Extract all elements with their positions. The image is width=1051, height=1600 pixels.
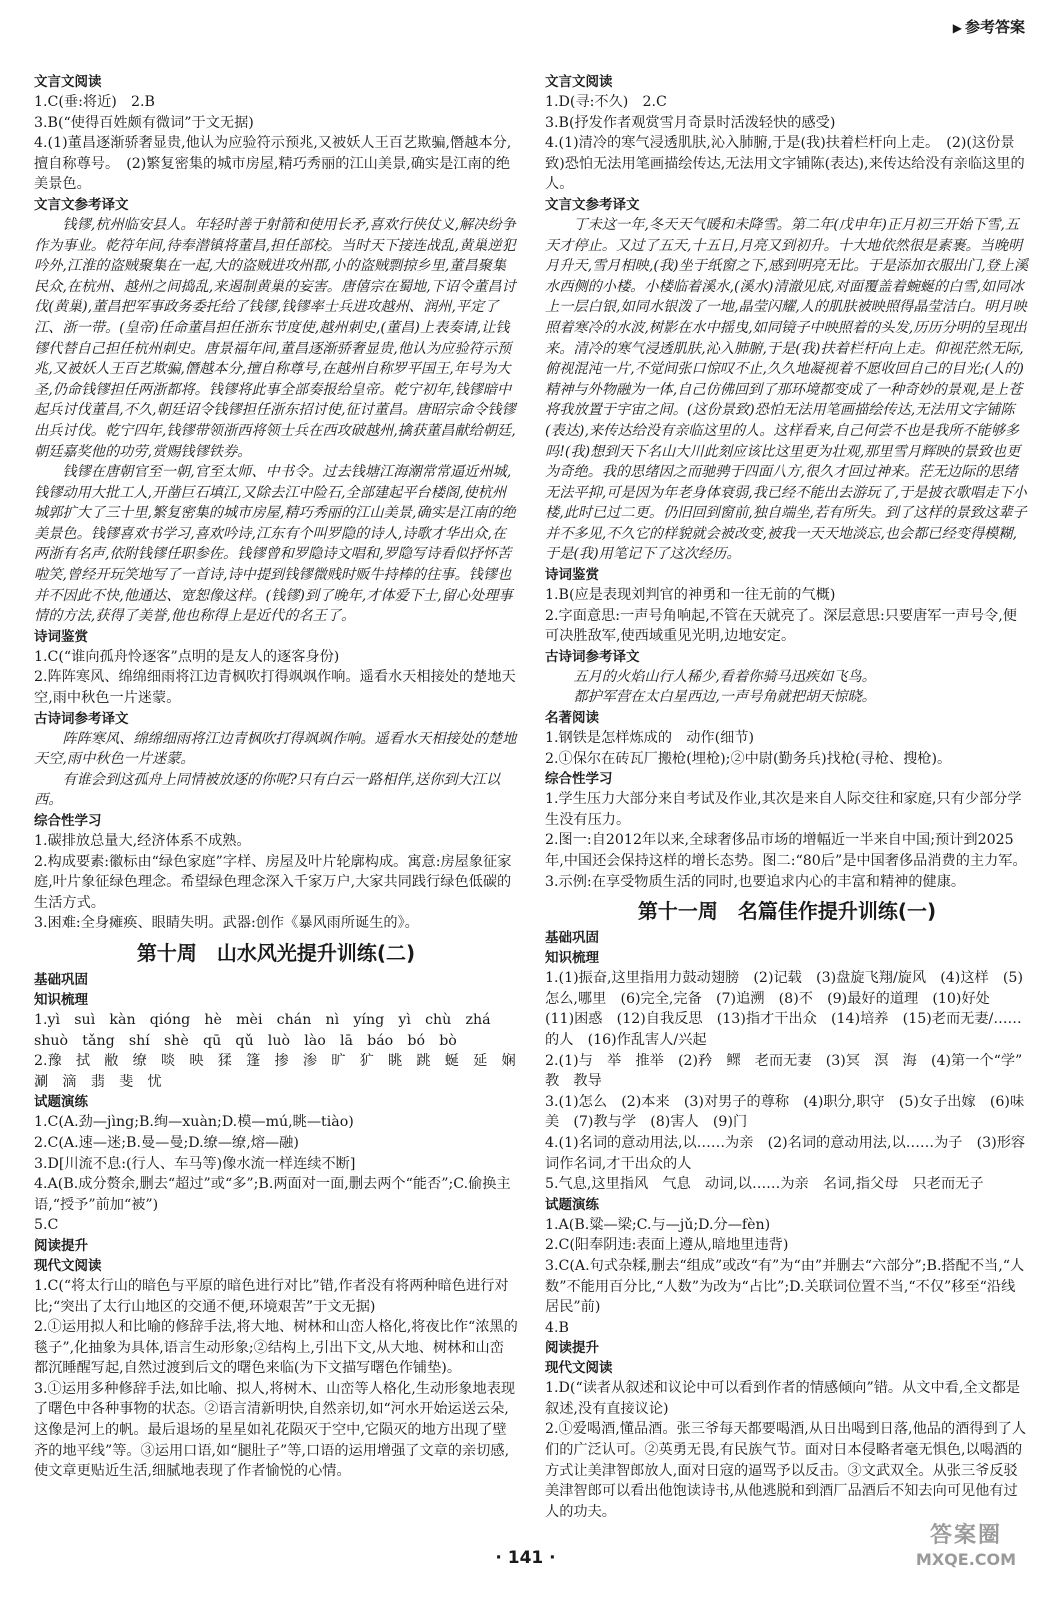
section-heading: 文言文阅读 (34, 74, 102, 90)
section-heading: 阅读提升 (34, 1237, 88, 1254)
answer-item: 4.(1)清冷的寒气浸透肌肤,沁入肺腑,于是(我)扶着栏杆向上走。 (2)(这份景致)恐怕无法用笔画描绘传达,无法用文字铺陈(表达),来传达给没有亲临这里的人。 (545, 135, 1025, 193)
header-label: 参考答案 (964, 18, 1025, 36)
week-title: 第十一周 名篇佳作提升训练(一) (637, 899, 937, 924)
section-heading: 诗词鉴赏 (545, 567, 599, 584)
section-heading: 古诗词参考译文 (34, 710, 129, 727)
watermark-text: 答案圈 (929, 1523, 1002, 1548)
answer-item: 3.(1)怎么 (2)本来 (3)对男子的尊称 (4)职分,职守 (5)女子出嫁 (6)味美 (7)教与学 (8)害人 (9)门 (545, 1093, 1025, 1131)
section-heading: 现代文阅读 (545, 1360, 613, 1377)
answer-item: 2.①爱喝酒,懂品酒。张三爷每天都要喝酒,从日出喝到日落,他品的酒得到了人们的广泛认可。②英勇无畏,有民族气节。面对日本侵略者毫无惧色,以喝酒的方式让美津智郎放人,面对日寇的逼骂予以反击。③文武双全。从张三爷反驳美津智郎可以看出他饱读诗书,从他逃脱和到酒厂品酒后不知去向可见他有过人的功夫。 (545, 1421, 1027, 1520)
section-heading: 知识梳理 (34, 991, 88, 1008)
section-heading: 知识梳理 (545, 950, 599, 967)
answer-item: 2.字面意思:一声号角响起,不管在天就亮了。深层意思:只要唐军一声号令,便可决胜敌军,使西域重见光明,边地安定。 (545, 607, 1017, 645)
translation-paragraph: 阵阵寒风、绵绵细雨将江边青枫吹打得飒飒作响。遥看水天相接处的楚地天空,雨中秋色一片迷蒙。 (34, 730, 517, 768)
section-heading: 文言文阅读 (545, 74, 613, 90)
translation-paragraph: 钱镠,杭州临安县人。年轻时善于射箭和使用长矛,喜欢行侠仗义,解决纷争作为事业。乾符年间,待奉潜镇将董昌,担任部校。当时天下接连战乱,黄巢逆犯吟外,江淮的盗贼聚集在一起,大的盗贼进攻州郡,小的盗贼剽掠乡里,董昌聚集民众,在杭州、越州之间捣乱,来遏制黄巢的妄害。唐僖宗在蜀地,下诏令董昌讨伐(黄巢),董昌把军事政务委托给了钱镠,钱镠率士兵进攻越州、润州,平定了江、浙一带。(皇帝)任命董昌担任浙东节度使,越州刺史,(董昌)上表奏请,让钱镠代替自己担任杭州刺史。唐景福年间,董昌逐渐骄奢显贵,他认为应验符示预兆,又被妖人王百艺欺骗,僭越本分,擅自称尊号,在越州自称罗平国王,年号为大圣,仍命钱镠担任两浙都将。钱镠将此事全部奏报给皇帝。乾宁初年,钱镠暗中起兵讨伐董昌,不久,朝廷诏令钱镠担任浙东招讨使,征讨董昌。唐昭宗命令钱镠出兵讨伐。乾宁四年,钱镠带领浙西将领士兵在西攻破越州,擒获董昌献给朝廷,朝廷嘉奖他的功劳,赏赐钱镠铁券。 (34, 216, 516, 460)
translation-paragraph: 钱镠在唐朝官至一朝,官至太师、中书令。过去钱塘江海潮常常逼近州城,钱镠动用大批工人,开凿巨石填江,又除去江中险石,全部建起平台楼阁,使杭州城郭扩大了三十里,繁复密集的城市房屋,精巧秀丽的江山美景,确实是江南的绝美景色。钱镠喜欢书学习,喜欢吟诗,江东有个叫罗隐的诗人,诗歌才华出众,在两浙有名声,依附钱镠任职参佐。钱镠曾和罗隐诗文唱和,罗隐写诗看似抒怀苦啦笑,曾经开玩笑地写了一首诗,诗中提到钱镠微贱时贩牛持棒的往事。钱镠也并不因此不快,他通达、宽恕像这样。(钱镠)到了晚年,才体爱下士,留心处理事情的方法,获得了美誉,他也称得上是近代的名王了。 (34, 464, 516, 625)
section-heading: 诗词鉴赏 (34, 628, 88, 645)
answer-item: 1.A(B.粱—梁;C.与—jǔ;D.分—fèn) (545, 1216, 771, 1233)
section-heading: 试题演练 (34, 1094, 88, 1111)
triangle-icon: ▶ (952, 21, 962, 35)
answer-item: 4.A(B.成分赘余,删去“超过”或“多”;B.两面对一面,删去两个“能否”;C.偷换主语,“授予”前加“被”) (34, 1176, 511, 1213)
answer-item: 4.B (545, 1319, 569, 1336)
watermark-logo (901, 1524, 1031, 1578)
answer-item: 2.构成要素:徽标由“绿色家庭”字样、房屋及叶片轮廓构成。寓意:房屋象征家庭,叶片象征绿色理念。希望绿色理念深入千家万户,大家共同践行绿色低碳的生活方式。 (34, 853, 512, 911)
answer-item: 2.C(A.速—迷;B.曼—曼;D.缭—缭,熔—融) (34, 1134, 299, 1151)
section-heading: 阅读提升 (545, 1340, 599, 1357)
section-heading: 基础巩固 (545, 930, 599, 947)
answer-item: 3.①运用多种修辞手法,如比喻、拟人,将树木、山峦等人格化,生动形象地表现了曙色中各种事物的状态。②语言清新明快,自然亲切,如“河水开始运送云朵,这像是河上的帆。最后退场的星星如礼花陨灭于空中,它陨灭的地方出现了壁齐的地平线”等。③运用口语,如“腿肚子”等,口语的运用增强了文章的亲切感,使文章更贴近生活,细腻地表现了作者愉悦的心情。 (34, 1380, 516, 1480)
left-column (34, 72, 530, 1542)
answer-item: 4.(1)董昌逐渐骄奢显贵,他认为应验符示预兆,又被妖人王百艺欺骗,僭越本分,擅自称尊号。 (2)繁复密集的城市房屋,精巧秀丽的江山美景,确实是江南的绝美景色。 (34, 135, 512, 193)
section-heading: 文言文参考译文 (34, 196, 129, 213)
answer-item: 3.B(抒发作者观赏雪月奇景时活泼轻快的感受) (545, 114, 836, 131)
translation-paragraph: 丁未这一年,冬天天气暖和未降雪。第二年(戊申年)正月初三开始下雪,五天才停止。又过了五天,十五日,月亮又到初升。十大地依然很是素裹。当晚明月升天,雪月相映,(我)坐于纸窗之下,感到明亮无比。于是添加衣服出门,登上溪水西侧的小楼。小楼临着溪水,(溪水)清澈见底,对面覆盖着蜿蜒的白雪,如同冰上一层白银,如同水银泼了一地,晶莹闪耀,人的肌肤被映照得晶莹洁白。明月映照着寒冷的水波,树影在水中摇曳,如同镜子中映照着的头发,历历分明的呈现出来。清冷的寒气浸透肌肤,沁入肺腑,于是(我)扶着栏杆向上走。仰视茫然无际,俯视混沌一片,不觉间张口惊叹不止,久久地凝视着不愿收回自己的目光;(人的)精神与外物融为一体,自己仿佛回到了那环境都变成了一种奇妙的景观,是上苍将我放置于宇宙之间。(这份景致)恐怕无法用笔画描绘传达,无法用文字铺陈(表达),来传达给没有亲临这里的人。这样看来,自己何尝不也是我所不能够多吗!(我)想到天下名山大川此刻应该比这里更为壮观,那里雪月辉映的景致也更为奇绝。我的思绪因之而驰骋于四面八方,很久才回过神来。茫无边际的思绪无法平抑,可是因为年老身体衰弱,我已经不能出去游玩了,于是披衣歌唱走下小楼,此时已过二更。仍旧回到窗前,独自端坐,若有所失。到了这样的景致这辈子并不多见,不久它的样貌就会被改变,被我一天天地淡忘,也会都已经变得模糊,于是(我)用笔记下了这次经历。 (545, 216, 1029, 563)
answer-item: 1.学生压力大部分来自考试及作业,其次是来自人际交往和家庭,只有少部分学生没有压力。 (545, 791, 1022, 828)
answer-item: 1.C(A.劲—jìng;B.绚—xuàn;D.模—mú,眺—tiào) (34, 1114, 354, 1131)
answer-item: 5.气息,这里指风 气息 动词,以……为亲 名词,指父母 只老而无子 (545, 1176, 984, 1193)
answer-item: 2.(1)与 举 推举 (2)矜 鳏 老而无妻 (3)冥 溟 海 (4)第一个“学” 教 教导 (545, 1052, 1037, 1090)
answer-item: 1.B(应是表现刘判官的神勇和一往无前的气概) (545, 587, 836, 604)
translation-paragraph: 五月的火焰山行人稀少,看着你骑马迅疾如飞鸟。 (573, 668, 876, 685)
answer-item: 2.C(阳奉阴违:表面上遵从,暗地里违背) (545, 1237, 789, 1254)
answer-item: 1.碳排放总量大,经济体系不成熟。 (34, 833, 251, 849)
right-column (545, 72, 1037, 1542)
answer-item: 2.①运用拟人和比喻的修辞手法,将大地、树林和山峦人格化,将夜比作“浓黑的毯子”,化抽象为具体,语言生动形象;②结构上,引出下文,从大地、树林和山峦都沉睡醒写起,自然过渡到后文的曙色来临(为下文描写曙色作铺垫)。 (34, 1319, 518, 1377)
answer-item: 2.豫 拭 敝 缭 啖 映 猱 篷 掺 渗 旷 犷 眺 跳 蜒 延 娴 涮 滴 翡 斐 忧 (34, 1053, 530, 1090)
translation-paragraph: 都护军营在太白星西边,一声号角就把胡天惊晓。 (573, 689, 876, 706)
section-heading: 基础巩固 (34, 971, 88, 988)
section-heading: 综合性学习 (34, 813, 102, 829)
answer-item: 1.D(“读者从叙述和议论中可以看到作者的情感倾向”错。从文中看,全文都是叙述,没有直接议论) (545, 1380, 1021, 1417)
answer-item: 3.B(“使得百姓颇有微词”于文无据) (34, 114, 254, 131)
answer-item: 2.阵阵寒风、绵绵细雨将江边青枫吹打得飒飒作响。遥看水天相接处的楚地天空,雨中秋色一片迷蒙。 (34, 669, 516, 707)
answer-item: 4.(1)名词的意动用法,以……为亲 (2)名词的意动用法,以……为子 (3)形容词作名词,才干出众的人 (545, 1134, 1026, 1172)
section-heading: 试题演练 (545, 1196, 599, 1213)
section-heading: 古诗词参考译文 (545, 648, 640, 665)
answer-item: 1.yì suì kàn qióng hè mèi chán nì yíng yì chù zhá shuò tǎng shí shè qū qǔ luò lào lā báo bó bò (34, 1011, 505, 1049)
answer-item: 1.钢铁是怎样炼成的 动作(细节) (545, 730, 755, 747)
answer-item: 5.C (34, 1217, 59, 1234)
section-heading: 文言文参考译文 (545, 196, 640, 213)
translation-paragraph: 有谁会到这孤舟上同情被放逐的你呢?只有白云一路相伴,送你到大江以西。 (34, 771, 501, 809)
answer-item: 1.D(寻:不久) 2.C (545, 94, 667, 110)
section-heading: 现代文阅读 (34, 1257, 102, 1274)
answer-item: 3.示例:在享受物质生活的同时,也要追求内心的丰富和精神的健康。 (545, 873, 966, 890)
page-number: · 141 · (495, 1548, 556, 1568)
answer-item: 3.困难:全身瘫痪、眼睛失明。武器:创作《暴风雨所诞生的》。 (34, 915, 419, 932)
answer-item: 3.C(A.句式杂糅,删去“组成”或改“有”为“由”并删去“六部分”;B.搭配不当,“人数”不能用百分比,“人数”为改为“占比”;D.关联词位置不当,“不仅”移至“沿线居民”前) (545, 1257, 1025, 1316)
answer-item: 1.C(“将太行山的暗色与平原的暗色进行对比”错,作者没有将两种暗色进行对比;“突出了太行山地区的交通不便,环境艰苦”于文无据) (34, 1277, 509, 1315)
section-heading: 名著阅读 (545, 710, 599, 727)
answer-item: 2.图一:自2012年以来,全球奢侈品市场的增幅近一半来自中国;预计到2025年,中国还会保持这样的增长态势。图二:“80后”是中国奢侈品消费的主力军。 (545, 832, 1027, 869)
week-title: 第十周 山水风光提升训练(二) (136, 940, 416, 965)
answer-item: 3.D[川流不息:(行人、车马等)像水流一样连续不断] (34, 1155, 356, 1172)
answer-item: 2.①保尔在砖瓦厂搬枪(埋枪);②中尉(勤务兵)找枪(寻枪、搜枪)。 (545, 750, 952, 767)
section-heading: 综合性学习 (545, 771, 613, 788)
answer-item: 1.(1)振奋,这里指用力鼓动翅膀 (2)记载 (3)盘旋飞翔/旋风 (4)这样 (5)怎么,哪里 (6)完全,完备 (7)追溯 (8)不 (9)最好的道理 (10)好处 (11)困惑 (12)自我反思 (13)指才干出众 (14)培养 (15)老而无妻/……的人 (16)作乱害人/兴起 (545, 970, 1023, 1048)
answer-item: 1.C(“谁向孤舟怜逐客”点明的是友人的逐客身份) (34, 648, 340, 665)
answer-item: 1.C(垂:将近) 2.B (34, 94, 155, 110)
watermark-url: MXQE.COM (915, 1550, 1017, 1569)
page-header (953, 16, 1025, 37)
